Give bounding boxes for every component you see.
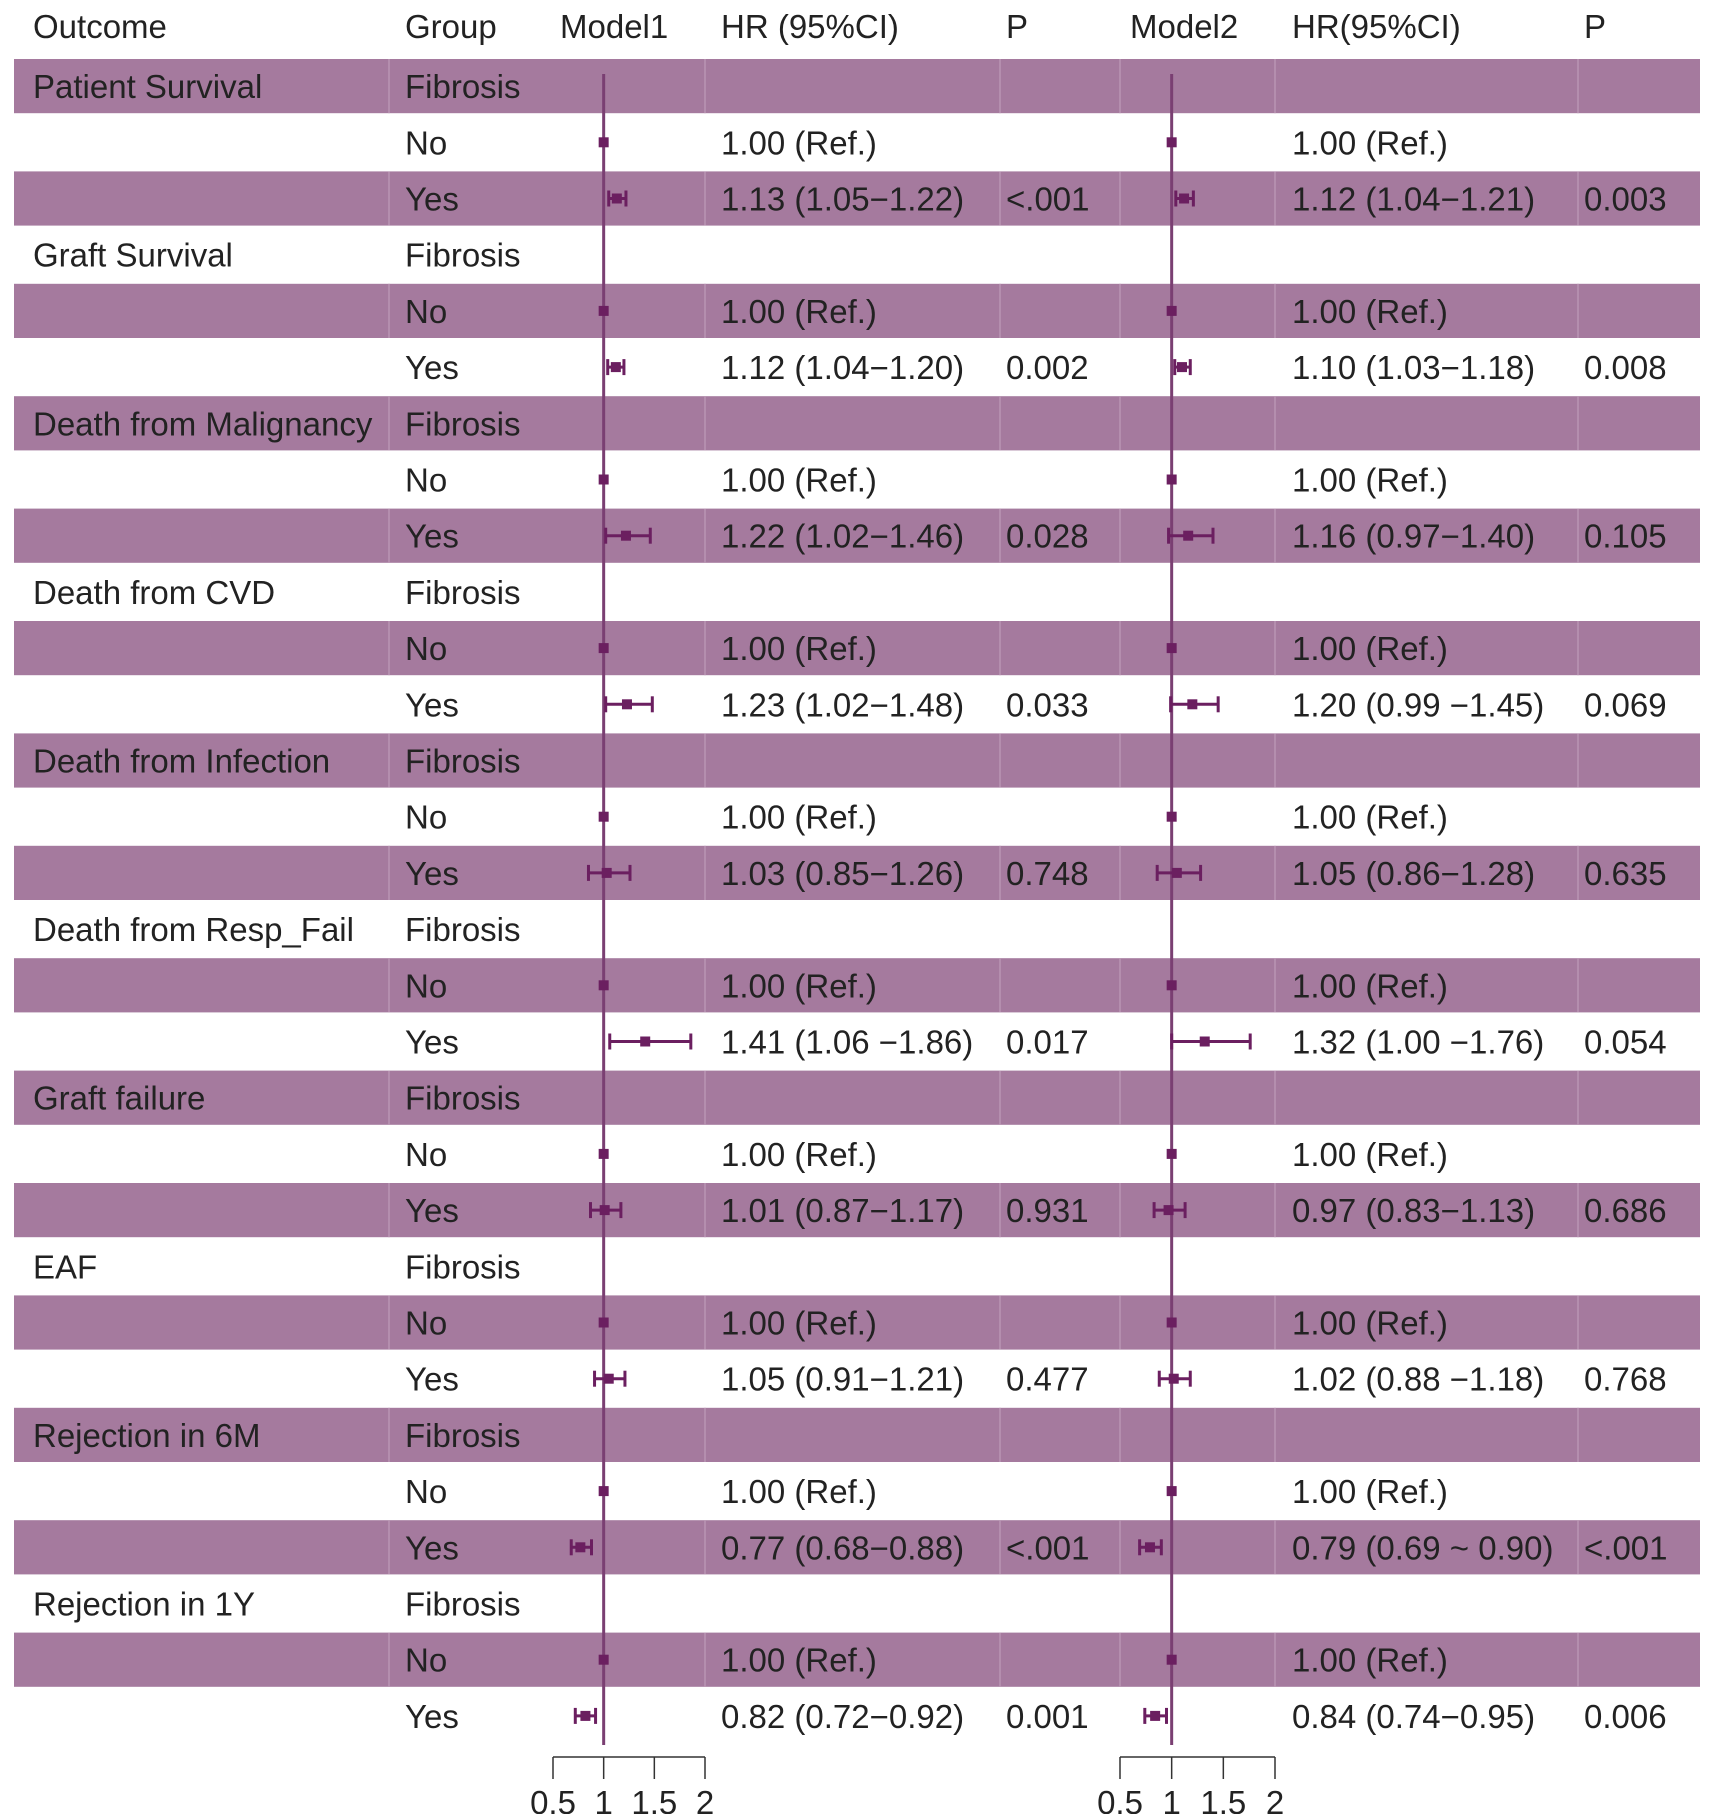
header-p1: P (1006, 8, 1029, 45)
point-estimate (1167, 812, 1177, 822)
group-label: No (405, 124, 448, 162)
group-label: Yes (405, 517, 459, 555)
hr-model2: 1.00 (Ref.) (1292, 292, 1448, 330)
point-estimate (1167, 1318, 1177, 1328)
point-estimate (622, 699, 632, 709)
p-model1: 0.002 (1006, 349, 1089, 387)
hr-model2: 1.00 (Ref.) (1292, 967, 1448, 1005)
p-model2: 0.006 (1584, 1697, 1667, 1735)
point-estimate (599, 1149, 609, 1159)
outcome-label: Rejection in 6M (33, 1416, 261, 1454)
hr-model1: 1.00 (Ref.) (721, 630, 877, 668)
hr-model1: 0.77 (0.68−0.88) (721, 1529, 965, 1567)
group-label: Fibrosis (405, 1248, 521, 1286)
x-tick-label: 1 (594, 1784, 613, 1814)
hr-model2: 0.97 (0.83−1.13) (1292, 1192, 1536, 1230)
hr-model1: 1.03 (0.85−1.26) (721, 854, 965, 892)
point-estimate (1169, 1374, 1179, 1384)
hr-model2: 1.00 (Ref.) (1292, 461, 1448, 499)
hr-model1: 1.00 (Ref.) (721, 461, 877, 499)
hr-model2: 1.05 (0.86−1.28) (1292, 854, 1536, 892)
group-label: No (405, 798, 448, 836)
x-tick-label: 2 (1265, 1784, 1285, 1814)
group-label: Yes (405, 349, 459, 387)
hr-model1: 1.00 (Ref.) (721, 1473, 877, 1511)
point-estimate (599, 643, 609, 653)
hr-model1: 0.82 (0.72−0.92) (721, 1697, 965, 1735)
x-tick-label: 1 (1162, 1784, 1181, 1814)
group-label: Fibrosis (405, 68, 521, 106)
hr-model1: 1.00 (Ref.) (721, 1304, 877, 1342)
x-tick-label: 1.5 (631, 1784, 678, 1814)
p-model1: 0.931 (1006, 1192, 1089, 1230)
point-estimate (575, 1542, 585, 1552)
point-estimate (1187, 699, 1197, 709)
group-label: Fibrosis (405, 405, 521, 443)
hr-model1: 1.12 (1.04−1.20) (721, 349, 965, 387)
point-estimate (621, 531, 631, 541)
point-estimate (580, 1711, 590, 1721)
point-estimate (1172, 868, 1182, 878)
group-label: Yes (405, 1529, 459, 1567)
outcome-label: Death from CVD (33, 573, 276, 611)
hr-model1: 1.00 (Ref.) (721, 967, 877, 1005)
hr-model2: 1.20 (0.99 −1.45) (1292, 686, 1545, 724)
hr-model2: 1.00 (Ref.) (1292, 1473, 1448, 1511)
hr-model1: 1.13 (1.05−1.22) (721, 180, 965, 218)
header-group: Group (405, 8, 497, 45)
header-outcome: Outcome (33, 8, 167, 45)
hr-model2: 1.16 (0.97−1.40) (1292, 517, 1536, 555)
point-estimate (1200, 1037, 1210, 1047)
point-estimate (611, 362, 621, 372)
hr-model2: 1.32 (1.00 −1.76) (1292, 1023, 1545, 1061)
point-estimate (599, 1655, 609, 1665)
header-model1: Model1 (560, 8, 669, 45)
row-band (14, 59, 1700, 113)
group-label: Yes (405, 686, 459, 724)
p-model2: <.001 (1584, 1529, 1668, 1567)
header-hr1: HR (95%CI) (721, 8, 899, 45)
point-estimate (1183, 531, 1193, 541)
hr-model1: 1.00 (Ref.) (721, 1135, 877, 1173)
point-estimate (1167, 306, 1177, 316)
group-label: Fibrosis (405, 1585, 521, 1623)
point-estimate (1167, 137, 1177, 147)
group-label: Fibrosis (405, 911, 521, 949)
p-model2: 0.003 (1584, 180, 1667, 218)
p-model2: 0.105 (1584, 517, 1667, 555)
outcome-label: Death from Infection (33, 742, 331, 780)
header-model2: Model2 (1130, 8, 1239, 45)
point-estimate (599, 980, 609, 990)
p-model2: 0.054 (1584, 1023, 1667, 1061)
hr-model2: 1.10 (1.03−1.18) (1292, 349, 1536, 387)
header-p2: P (1584, 8, 1607, 45)
x-tick-label: 0.5 (1097, 1784, 1143, 1814)
outcome-label: EAF (33, 1248, 98, 1286)
outcome-label: Death from Malignancy (33, 405, 373, 443)
p-model1: 0.748 (1006, 854, 1089, 892)
p-model1: 0.001 (1006, 1697, 1089, 1735)
point-estimate (599, 1486, 609, 1496)
p-model2: 0.768 (1584, 1360, 1667, 1398)
hr-model2: 0.79 (0.69 ~ 0.90) (1292, 1529, 1554, 1567)
point-estimate (602, 868, 612, 878)
point-estimate (1164, 1205, 1174, 1215)
hr-model2: 1.00 (Ref.) (1292, 1641, 1448, 1679)
hr-model2: 1.12 (1.04−1.21) (1292, 180, 1536, 218)
group-label: No (405, 292, 448, 330)
group-label: Yes (405, 180, 459, 218)
hr-model2: 1.00 (Ref.) (1292, 798, 1448, 836)
hr-model2: 1.00 (Ref.) (1292, 124, 1448, 162)
p-model1: <.001 (1006, 180, 1090, 218)
group-label: No (405, 1135, 448, 1173)
hr-model1: 1.00 (Ref.) (721, 1641, 877, 1679)
point-estimate (1167, 980, 1177, 990)
group-label: Yes (405, 1023, 459, 1061)
hr-model2: 1.00 (Ref.) (1292, 1304, 1448, 1342)
group-label: No (405, 1641, 448, 1679)
hr-model1: 1.00 (Ref.) (721, 292, 877, 330)
point-estimate (1145, 1542, 1155, 1552)
point-estimate (1179, 194, 1189, 204)
p-model2: 0.686 (1584, 1192, 1667, 1230)
x-tick-label: 0.5 (530, 1784, 576, 1814)
header-hr2: HR(95%CI) (1292, 8, 1461, 45)
point-estimate (1167, 475, 1177, 485)
point-estimate (1167, 1655, 1177, 1665)
point-estimate (1167, 643, 1177, 653)
group-label: No (405, 461, 448, 499)
p-model1: 0.477 (1006, 1360, 1089, 1398)
p-model2: 0.008 (1584, 349, 1667, 387)
point-estimate (612, 194, 622, 204)
point-estimate (640, 1037, 650, 1047)
group-label: Yes (405, 1697, 459, 1735)
hr-model1: 1.00 (Ref.) (721, 798, 877, 836)
group-label: Fibrosis (405, 742, 521, 780)
hr-model2: 1.02 (0.88 −1.18) (1292, 1360, 1545, 1398)
point-estimate (1167, 1486, 1177, 1496)
header-row (33, 8, 1606, 45)
hr-model1: 1.00 (Ref.) (721, 124, 877, 162)
hr-model1: 1.41 (1.06 −1.86) (721, 1023, 974, 1061)
row-band (14, 1408, 1700, 1462)
hr-model2: 1.00 (Ref.) (1292, 630, 1448, 668)
outcome-label: Graft Survival (33, 236, 233, 274)
hr-model1: 1.23 (1.02−1.48) (721, 686, 965, 724)
point-estimate (599, 137, 609, 147)
hr-model1: 1.01 (0.87−1.17) (721, 1192, 965, 1230)
x-axes (530, 1757, 1284, 1814)
group-label: Yes (405, 854, 459, 892)
p-model2: 0.069 (1584, 686, 1667, 724)
x-tick-label: 2 (695, 1784, 715, 1814)
p-model1: <.001 (1006, 1529, 1090, 1567)
point-estimate (1177, 362, 1187, 372)
point-estimate (599, 306, 609, 316)
group-label: Fibrosis (405, 1416, 521, 1454)
group-label: No (405, 1473, 448, 1511)
group-label: Fibrosis (405, 236, 521, 274)
outcome-label: Patient Survival (33, 68, 263, 106)
outcome-label: Death from Resp_Fail (33, 911, 354, 949)
p-model1: 0.033 (1006, 686, 1089, 724)
group-label: Yes (405, 1192, 459, 1230)
hr-model1: 1.22 (1.02−1.46) (721, 517, 965, 555)
point-estimate (599, 812, 609, 822)
point-estimate (604, 1374, 614, 1384)
group-label: No (405, 1304, 448, 1342)
p-model1: 0.017 (1006, 1023, 1089, 1061)
point-estimate (1167, 1149, 1177, 1159)
group-label: Fibrosis (405, 1079, 521, 1117)
point-estimate (1150, 1711, 1160, 1721)
p-model1: 0.028 (1006, 517, 1089, 555)
group-label: No (405, 630, 448, 668)
outcome-label: Rejection in 1Y (33, 1585, 255, 1623)
group-label: Yes (405, 1360, 459, 1398)
point-estimate (599, 475, 609, 485)
point-estimate (599, 1318, 609, 1328)
x-tick-label: 1.5 (1200, 1784, 1247, 1814)
hr-model1: 1.05 (0.91−1.21) (721, 1360, 965, 1398)
hr-model2: 1.00 (Ref.) (1292, 1135, 1448, 1173)
p-model2: 0.635 (1584, 854, 1667, 892)
row-band (14, 1071, 1700, 1125)
outcome-label: Graft failure (33, 1079, 206, 1117)
group-label: No (405, 967, 448, 1005)
point-estimate (600, 1205, 610, 1215)
hr-model2: 0.84 (0.74−0.95) (1292, 1697, 1536, 1735)
group-label: Fibrosis (405, 573, 521, 611)
